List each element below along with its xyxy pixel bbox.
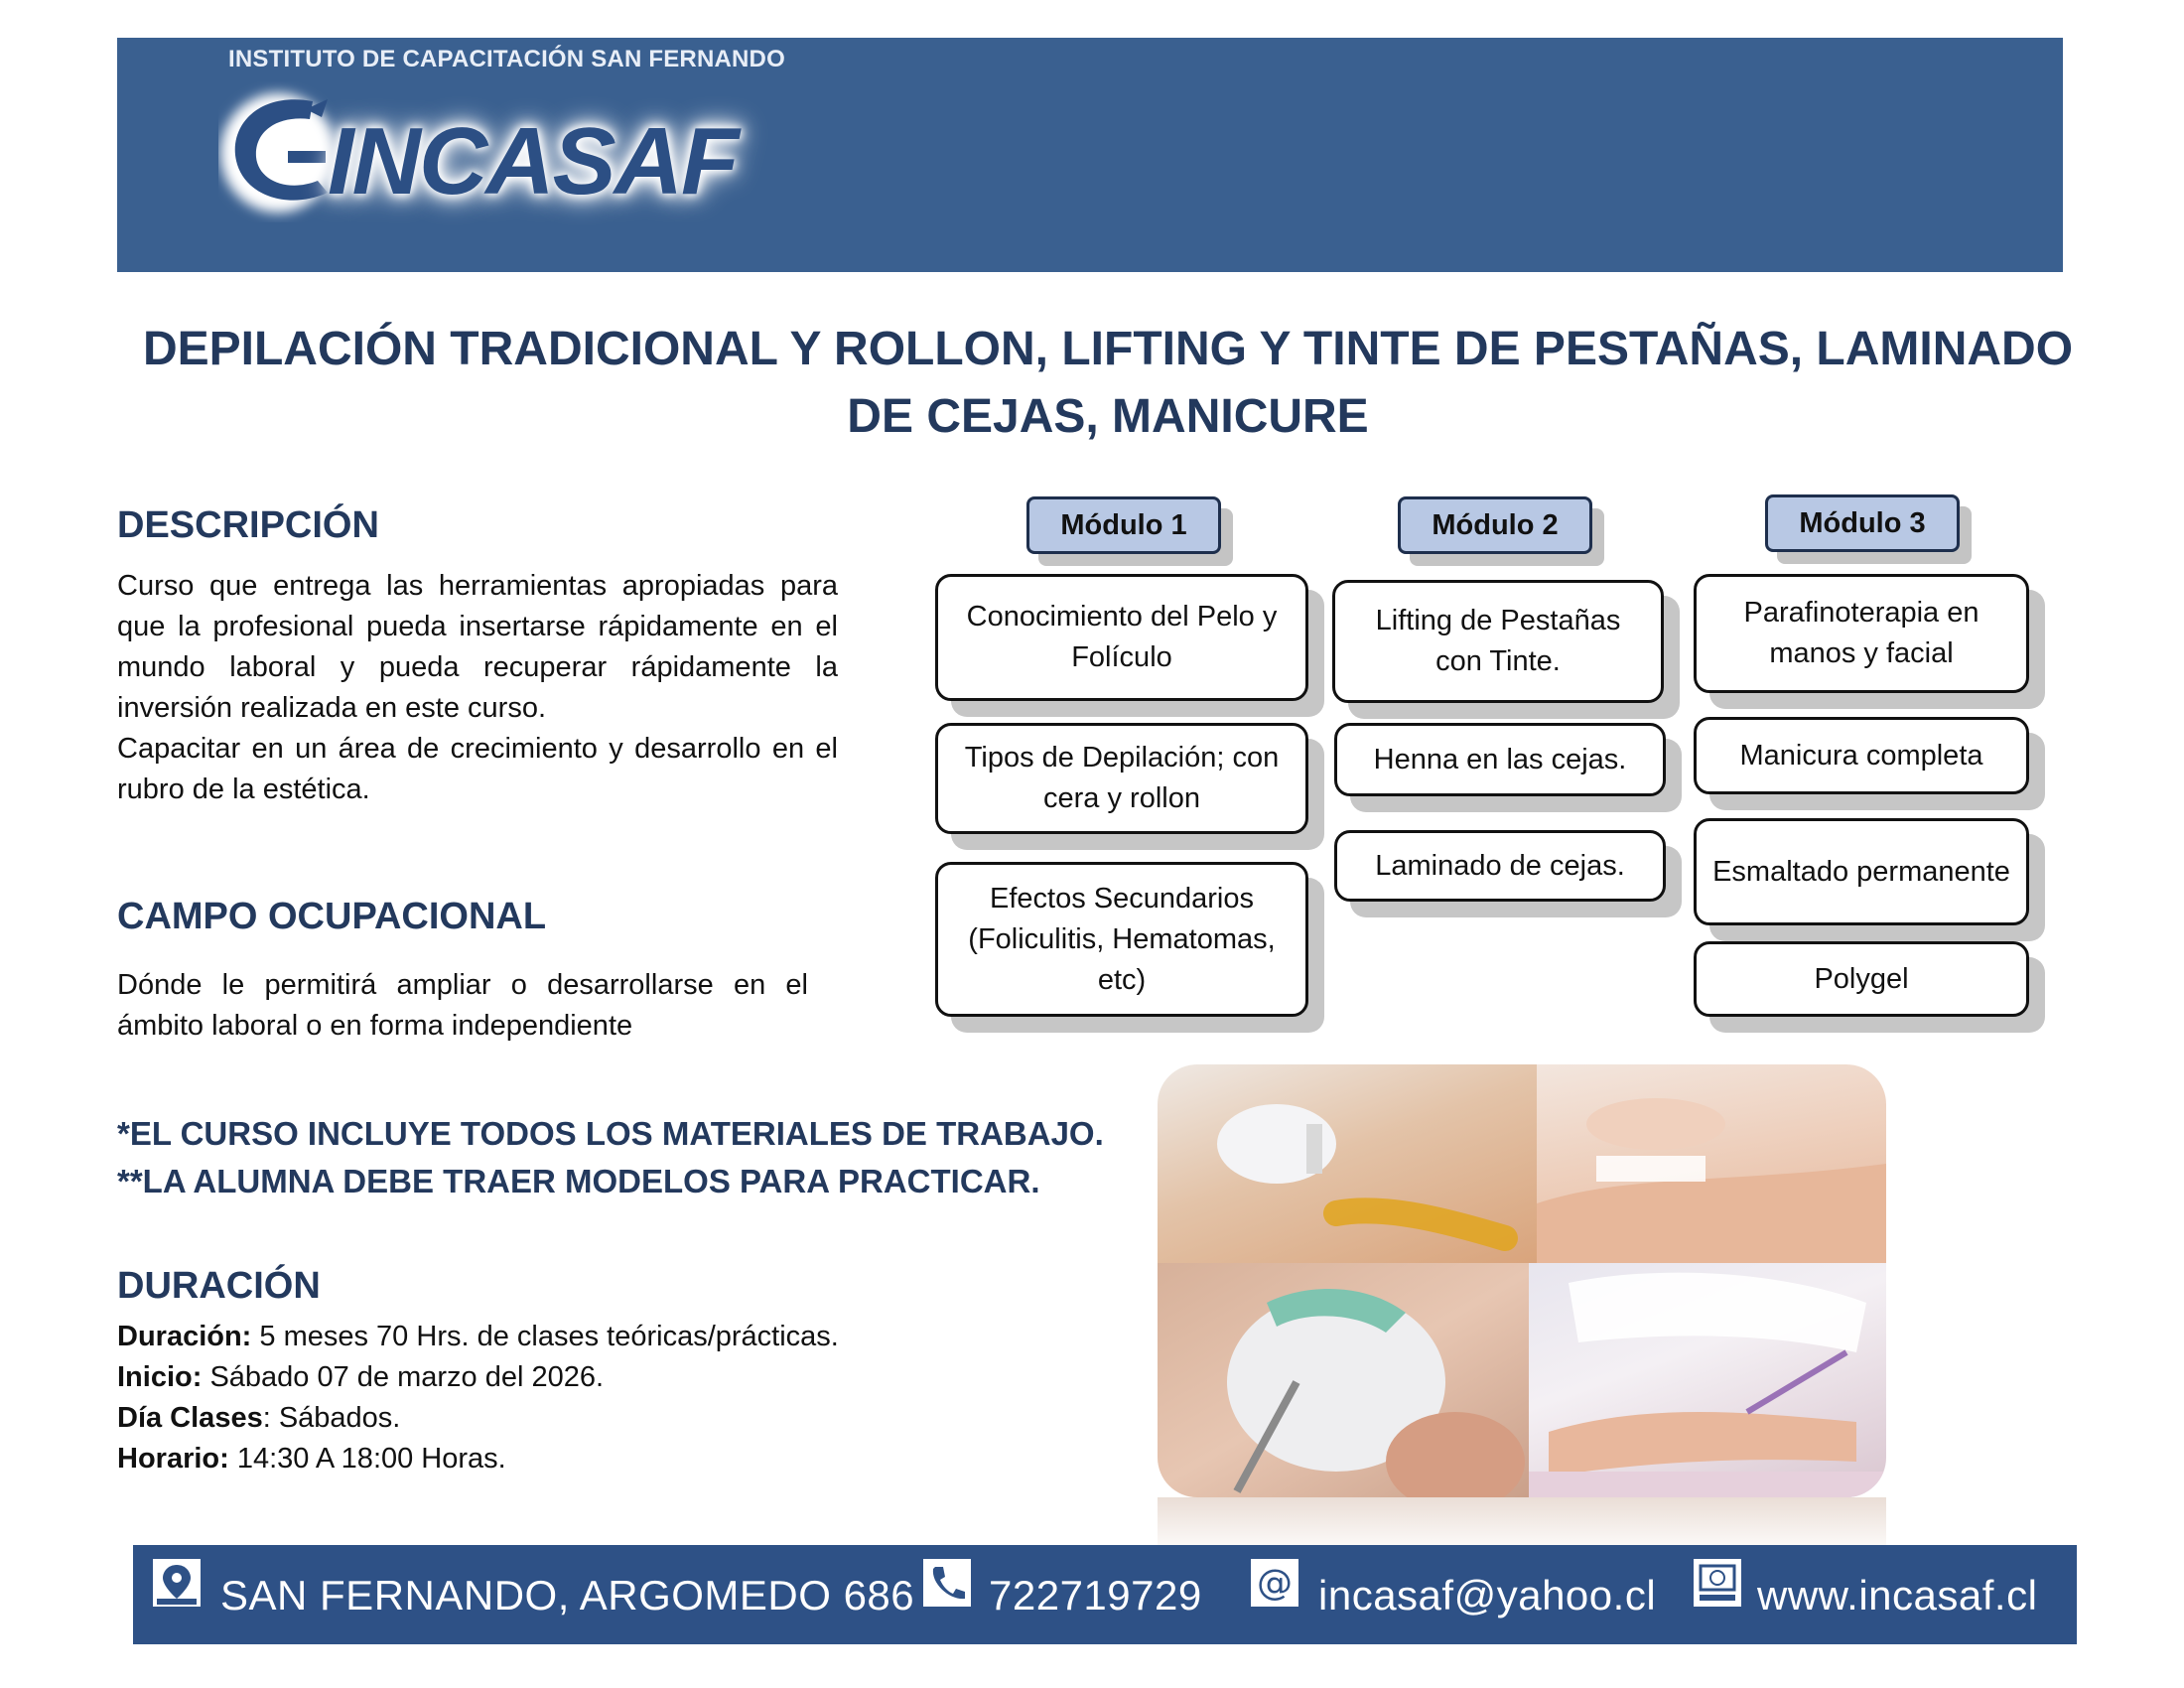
leg-depilation-photo (1537, 1064, 1886, 1263)
descripcion-paragraph-2: Capacitar en un área de crecimiento y desarrollo en el rubro de la estética. (117, 733, 838, 805)
horario-label: Horario: (117, 1443, 229, 1475)
footer-website[interactable]: www.incasaf.cl (1757, 1572, 2038, 1618)
duracion-value: 5 meses 70 Hrs. de clases teóricas/prácticas. (251, 1321, 839, 1352)
models-note: **LA ALUMNA DEBE TRAER MODELOS PARA PRACTICAR. (117, 1163, 1040, 1199)
dia-clases-value: : Sábados. (262, 1402, 401, 1434)
inicio-value: Sábado 07 de marzo del 2026. (202, 1361, 605, 1393)
inicio-line (117, 1357, 1011, 1398)
module-1-item: Tipos de Depilación; con cera y rollon (935, 723, 1308, 834)
module-1-item: Efectos Secundarios (Foliculitis, Hematomas, etc) (935, 862, 1308, 1017)
module-3-tab: Módulo 3 (1765, 494, 1960, 552)
module-1-tab: Módulo 1 (1026, 496, 1221, 554)
svg-text:@: @ (1257, 1563, 1293, 1604)
module-2-item: Laminado de cejas. (1334, 830, 1666, 902)
campo-text: Dónde le permitirá ampliar o desarrollarse en el ámbito laboral o en forma independiente (117, 969, 808, 1042)
duracion-label: Duración: (117, 1321, 252, 1352)
campo-heading: CAMPO OCUPACIONAL (117, 896, 547, 937)
inicio-label: Inicio: (117, 1361, 203, 1393)
footer-phone: 722719729 (989, 1572, 1202, 1618)
manicure-photo (1529, 1263, 1886, 1497)
module-3-item: Manicura completa (1694, 717, 2029, 794)
module-3-item: Parafinoterapia en manos y facial (1694, 574, 2029, 693)
photo-collage (1158, 1064, 1886, 1497)
horario-value: 14:30 A 18:00 Horas. (228, 1443, 506, 1475)
module-2-item: Lifting de Pestañas con Tinte. (1332, 580, 1664, 703)
course-title: DEPILACIÓN TRADICIONAL Y ROLLON, LIFTING Y TINTE DE PESTAÑAS, LAMINADO DE CEJAS, MANICURE (142, 323, 2074, 443)
waxing-photo (1158, 1064, 1537, 1263)
duracion-line (117, 1317, 1011, 1357)
lash-lift-photo (1158, 1263, 1529, 1497)
footer-address: SAN FERNANDO, ARGOMEDO 686 (220, 1572, 915, 1618)
materials-note: *EL CURSO INCLUYE TODOS LOS MATERIALES DE TRABAJO. (117, 1115, 1104, 1152)
descripcion-paragraph-1: Curso que entrega las herramientas apropiadas para que la profesional pueda insertarse rápidamente en el mundo laboral y pueda recuperar rápidamente la inversión realizada en este curso. (117, 570, 838, 724)
module-2-item: Henna en las cejas. (1334, 723, 1666, 796)
dia-clases-line (117, 1398, 1011, 1439)
institute-name: INSTITUTO DE CAPACITACIÓN SAN FERNANDO (228, 46, 785, 72)
duracion-details (117, 1317, 1011, 1479)
phone-icon (921, 1557, 973, 1609)
logo-text: INCASAF (328, 108, 738, 214)
duracion-heading: DURACIÓN (117, 1265, 321, 1307)
email-icon (1249, 1557, 1300, 1609)
module-3-item: Polygel (1694, 941, 2029, 1017)
location-icon (151, 1557, 203, 1609)
module-1-item: Conocimiento del Pelo y Folículo (935, 574, 1308, 701)
dia-clases-label: Día Clases (117, 1402, 263, 1434)
descripcion-heading: DESCRIPCIÓN (117, 504, 379, 546)
footer-email[interactable]: incasaf@yahoo.cl (1318, 1572, 1657, 1618)
horario-line (117, 1439, 1011, 1479)
web-icon (1692, 1557, 1743, 1609)
descripcion-text (117, 566, 838, 810)
module-3-item: Esmaltado permanente (1694, 818, 2029, 925)
module-2-tab: Módulo 2 (1398, 496, 1592, 554)
